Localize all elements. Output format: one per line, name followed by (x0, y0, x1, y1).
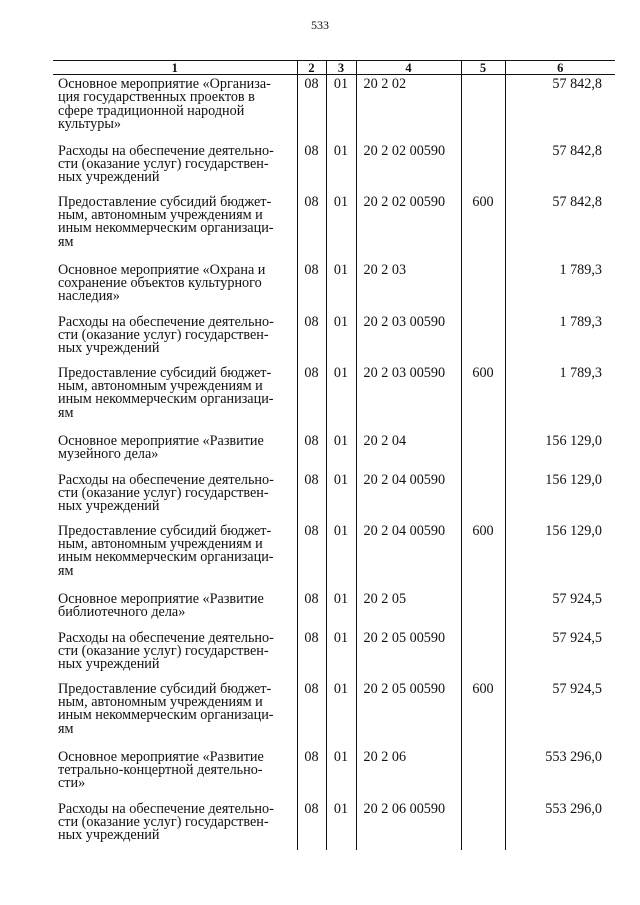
row-subsection: 01 (326, 142, 356, 193)
row-name (53, 800, 297, 850)
row-target-code: 20 2 04 00590 (356, 471, 461, 522)
row-name (53, 471, 297, 522)
row-expense-type (461, 629, 505, 680)
row-amount: 1 789,3 (505, 313, 615, 364)
table-row (53, 432, 615, 471)
row-name-line: библиотечного дела» (58, 603, 186, 620)
row-name (53, 432, 297, 471)
row-section: 08 (297, 800, 326, 850)
row-target-code: 20 2 05 00590 (356, 680, 461, 748)
row-name (53, 590, 297, 629)
row-section: 08 (297, 629, 326, 680)
row-name-line: ным, автономным учреждениям и (58, 377, 263, 394)
row-name-line: Предоставление субсидий бюджет- (58, 193, 272, 210)
row-amount: 156 129,0 (505, 522, 615, 590)
row-name-line: культуры» (58, 116, 121, 133)
row-amount: 57 924,5 (505, 590, 615, 629)
row-target-code: 20 2 05 (356, 590, 461, 629)
row-section: 08 (297, 313, 326, 364)
row-target-code: 20 2 03 00590 (356, 364, 461, 432)
header-col-2: 2 (297, 61, 326, 75)
row-name-line: ям (58, 404, 74, 421)
row-name-line: сти (оказание услуг) государствен- (58, 813, 269, 830)
row-amount: 1 789,3 (505, 364, 615, 432)
row-name-line: сфере традиционной народной (58, 102, 245, 119)
row-target-code: 20 2 02 (356, 75, 461, 142)
row-expense-type (461, 800, 505, 850)
header-col-5: 5 (461, 61, 505, 75)
row-subsection: 01 (326, 193, 356, 261)
row-subsection: 01 (326, 680, 356, 748)
row-name-line: иным некоммерческим организаци- (58, 549, 274, 566)
row-name-line: ям (58, 720, 74, 737)
row-target-code: 20 2 06 00590 (356, 800, 461, 850)
row-name-line: ных учреждений (58, 498, 160, 515)
row-name-line: ных учреждений (58, 340, 160, 357)
row-subsection: 01 (326, 590, 356, 629)
row-name-line: Основное мероприятие «Развитие (58, 590, 264, 607)
row-name (53, 261, 297, 313)
row-name-line: ным, автономным учреждениям и (58, 693, 263, 710)
table-row (53, 800, 615, 850)
row-target-code: 20 2 02 00590 (356, 193, 461, 261)
row-name-line: сохранение объектов культурного (58, 274, 262, 291)
row-expense-type (461, 142, 505, 193)
row-section: 08 (297, 522, 326, 590)
row-amount: 156 129,0 (505, 432, 615, 471)
row-expense-type (461, 432, 505, 471)
table-row (53, 75, 615, 142)
row-name-line: ных учреждений (58, 169, 160, 186)
table-row (53, 748, 615, 800)
table-row (53, 522, 615, 590)
row-amount: 57 924,5 (505, 629, 615, 680)
row-section: 08 (297, 261, 326, 313)
row-name-line: сти (оказание услуг) государствен- (58, 155, 269, 172)
budget-table (53, 60, 615, 850)
row-target-code: 20 2 05 00590 (356, 629, 461, 680)
row-name-line: иным некоммерческим организаци- (58, 391, 274, 408)
row-name-line: сти (оказание услуг) государствен- (58, 642, 269, 659)
row-name-line: Расходы на обеспечение деятельно- (58, 313, 274, 330)
table-row (53, 142, 615, 193)
row-section: 08 (297, 75, 326, 142)
row-name-line: ным, автономным учреждениям и (58, 206, 263, 223)
row-name-line: ных учреждений (58, 656, 160, 673)
row-amount: 57 842,8 (505, 193, 615, 261)
header-col-1: 1 (53, 61, 297, 75)
row-name-line: иным некоммерческим организаци- (58, 707, 274, 724)
table-row (53, 629, 615, 680)
row-section: 08 (297, 432, 326, 471)
row-name-line: сти» (58, 775, 86, 792)
row-subsection: 01 (326, 313, 356, 364)
row-section: 08 (297, 680, 326, 748)
row-amount: 553 296,0 (505, 800, 615, 850)
header-col-3: 3 (326, 61, 356, 75)
row-name-line: Предоставление субсидий бюджет- (58, 364, 272, 381)
row-name-line: Основное мероприятие «Охрана и (58, 261, 266, 278)
row-section: 08 (297, 748, 326, 800)
row-expense-type: 600 (461, 522, 505, 590)
row-name (53, 748, 297, 800)
row-name-line: Расходы на обеспечение деятельно- (58, 471, 274, 488)
row-name (53, 193, 297, 261)
row-name (53, 522, 297, 590)
row-name-line: иным некоммерческим организаци- (58, 220, 274, 237)
row-name-line: наследия» (58, 288, 120, 305)
row-name (53, 142, 297, 193)
table-row (53, 590, 615, 629)
row-amount: 57 924,5 (505, 680, 615, 748)
row-expense-type: 600 (461, 680, 505, 748)
row-name-line: Расходы на обеспечение деятельно- (58, 629, 274, 646)
row-amount: 1 789,3 (505, 261, 615, 313)
row-amount: 57 842,8 (505, 75, 615, 142)
row-amount: 156 129,0 (505, 471, 615, 522)
row-expense-type (461, 261, 505, 313)
page-number: 533 (311, 18, 329, 32)
row-name-line: сти (оказание услуг) государствен- (58, 326, 269, 343)
header-col-6: 6 (505, 61, 615, 75)
table-row (53, 193, 615, 261)
table-header-row (53, 61, 615, 75)
row-section: 08 (297, 471, 326, 522)
row-expense-type (461, 590, 505, 629)
row-expense-type: 600 (461, 193, 505, 261)
row-target-code: 20 2 06 (356, 748, 461, 800)
row-amount: 553 296,0 (505, 748, 615, 800)
table-row (53, 680, 615, 748)
row-name-line: музейного дела» (58, 445, 159, 462)
row-target-code: 20 2 02 00590 (356, 142, 461, 193)
header-col-4: 4 (356, 61, 461, 75)
row-expense-type (461, 471, 505, 522)
table-row (53, 364, 615, 432)
row-name-line: сти (оказание услуг) государствен- (58, 484, 269, 501)
row-name-line: тетрально-концертной деятельно- (58, 761, 263, 778)
row-subsection: 01 (326, 748, 356, 800)
row-amount: 57 842,8 (505, 142, 615, 193)
row-subsection: 01 (326, 800, 356, 850)
row-expense-type: 600 (461, 364, 505, 432)
row-name-line: Расходы на обеспечение деятельно- (58, 142, 274, 159)
row-name-line: ям (58, 233, 74, 250)
row-name-line: Основное мероприятие «Развитие (58, 432, 264, 449)
row-name (53, 313, 297, 364)
row-name (53, 364, 297, 432)
row-subsection: 01 (326, 471, 356, 522)
row-name-line: Предоставление субсидий бюджет- (58, 680, 272, 697)
row-name-line: Предоставление субсидий бюджет- (58, 522, 272, 539)
row-name (53, 680, 297, 748)
table-row (53, 313, 615, 364)
row-subsection: 01 (326, 364, 356, 432)
row-name (53, 629, 297, 680)
row-expense-type (461, 313, 505, 364)
row-target-code: 20 2 03 (356, 261, 461, 313)
row-name (53, 75, 297, 142)
row-target-code: 20 2 04 00590 (356, 522, 461, 590)
row-subsection: 01 (326, 432, 356, 471)
row-name-line: ция государственных проектов в (58, 89, 255, 106)
row-name-line: ным, автономным учреждениям и (58, 535, 263, 552)
row-section: 08 (297, 142, 326, 193)
row-name-line: Основное мероприятие «Организа- (58, 76, 271, 92)
row-subsection: 01 (326, 629, 356, 680)
table-body (53, 75, 615, 850)
row-section: 08 (297, 590, 326, 629)
row-name-line: Расходы на обеспечение деятельно- (58, 800, 274, 817)
table-row (53, 261, 615, 313)
row-name-line: ных учреждений (58, 827, 160, 844)
table-row (53, 471, 615, 522)
row-name-line: Основное мероприятие «Развитие (58, 748, 264, 765)
row-target-code: 20 2 03 00590 (356, 313, 461, 364)
row-subsection: 01 (326, 522, 356, 590)
row-section: 08 (297, 193, 326, 261)
row-expense-type (461, 75, 505, 142)
row-section: 08 (297, 364, 326, 432)
row-target-code: 20 2 04 (356, 432, 461, 471)
row-expense-type (461, 748, 505, 800)
row-subsection: 01 (326, 75, 356, 142)
row-subsection: 01 (326, 261, 356, 313)
row-name-line: ям (58, 562, 74, 579)
